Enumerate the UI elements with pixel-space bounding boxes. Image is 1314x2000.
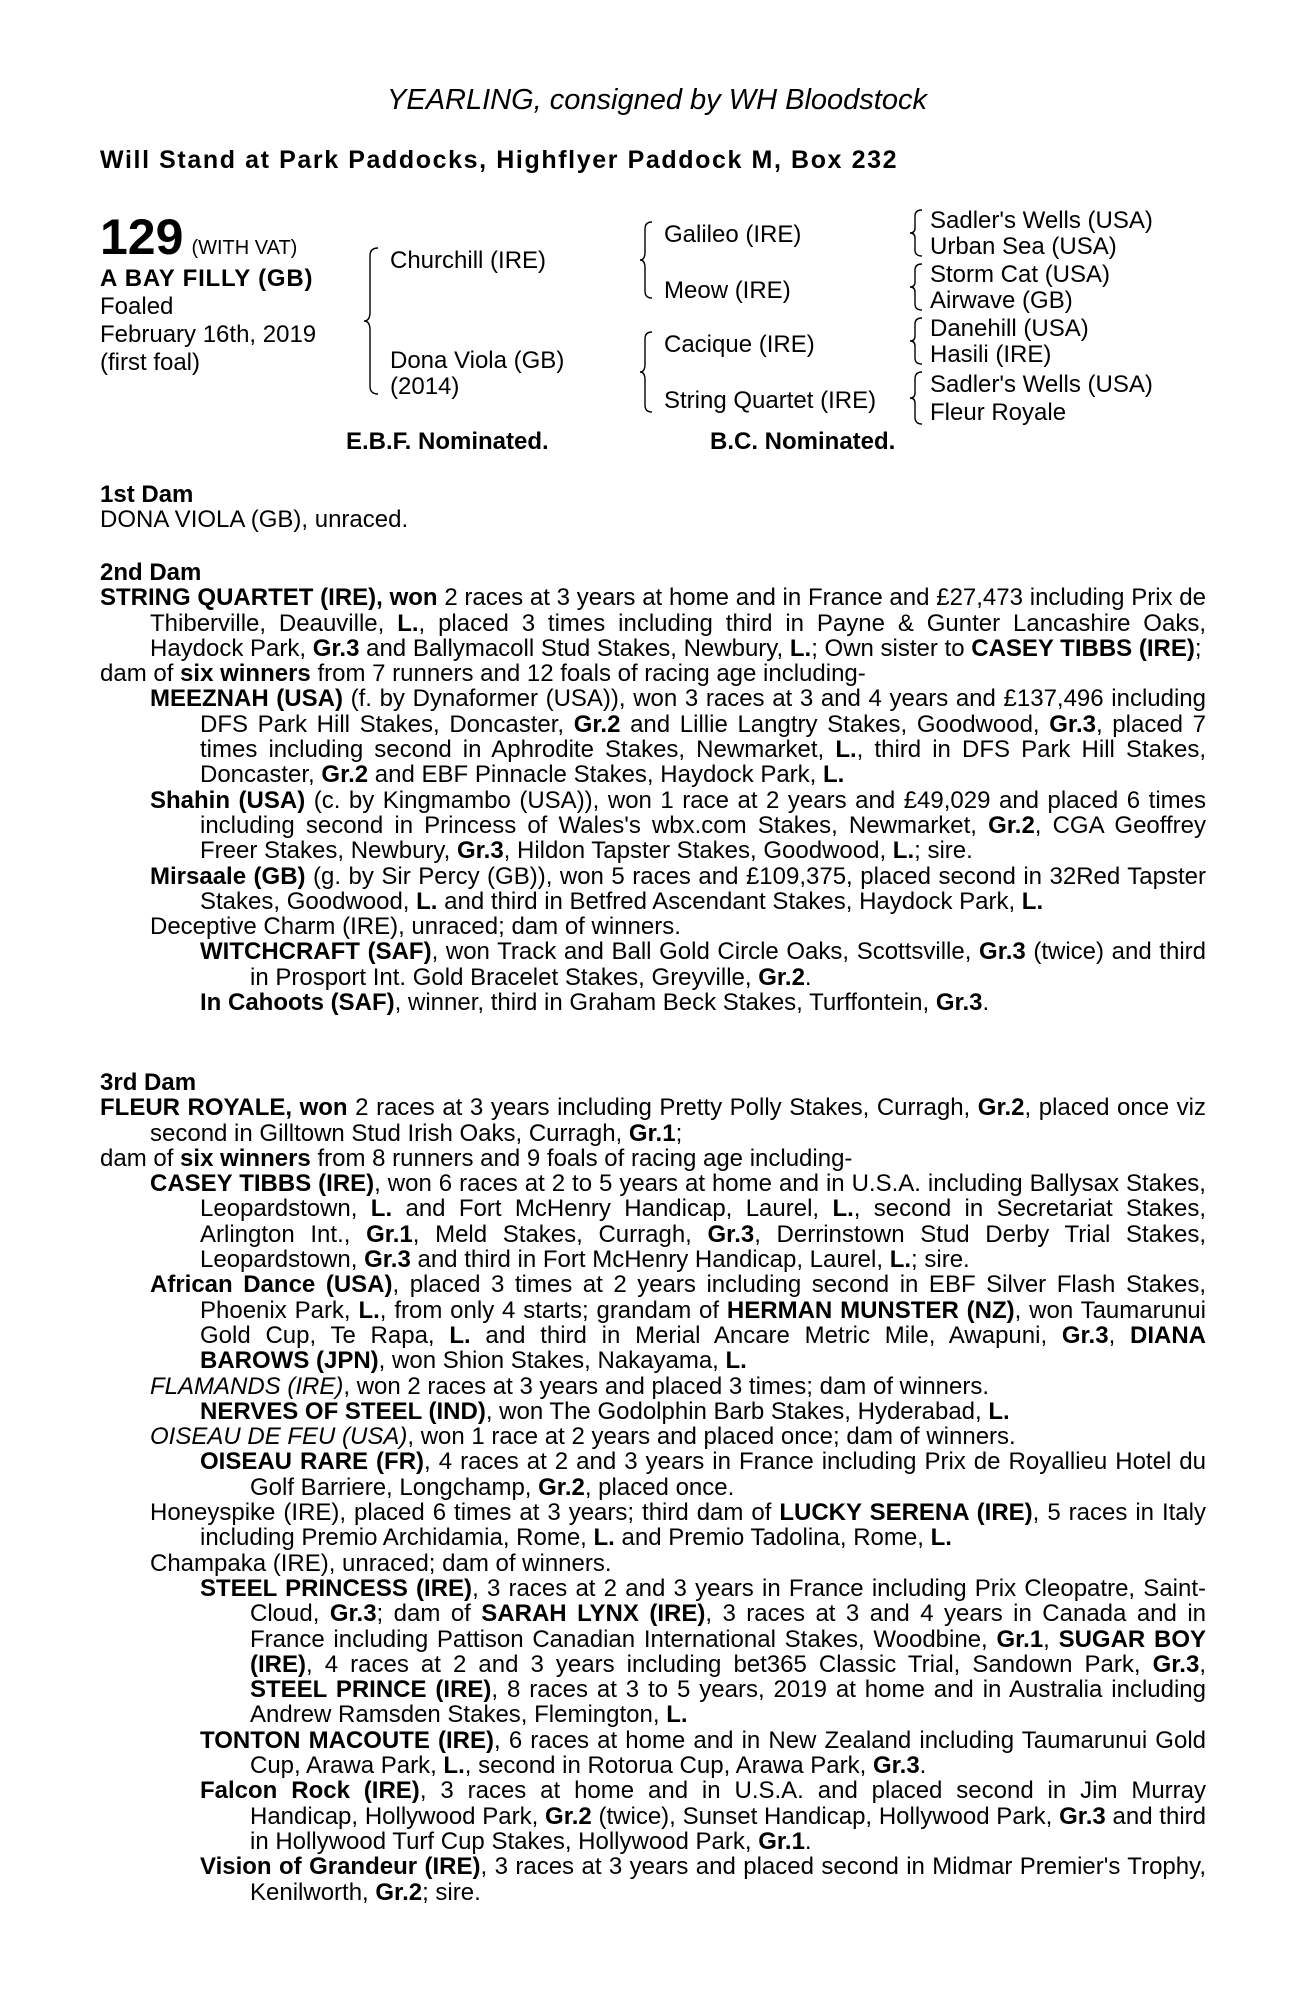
bc-nominated: B.C. Nominated. [710,428,896,455]
first-dam-section [100,482,1206,533]
grand-progeny-entry: TONTON MACOUTE (IRE), 6 races at home and in New Zealand including Taumarunui Gold Cup, Arawa Park, L., second in Rotorua Cup, Arawa Park, Gr.3. [200,1726,1207,1780]
dam-sire-name: Cacique (IRE) [664,331,815,358]
gen3-2: Urban Sea (USA) [930,233,1117,260]
second-dam-section [100,560,1206,1015]
gen3-3: Storm Cat (USA) [930,261,1111,288]
gen3-bracket-3 [910,316,926,366]
gen3-6: Hasili (IRE) [930,341,1052,368]
sire-dam-name: Meow (IRE) [664,277,791,304]
progeny-entry: Deceptive Charm (IRE), unraced; dam of winners. [150,913,681,941]
dam-of-line: dam of six winners from 7 runners and 12 foals of racing age including- [100,660,866,688]
dam-name: Dona Viola (GB) [390,347,565,374]
gen3-1: Sadler's Wells (USA) [930,207,1153,234]
second-dam-entry: STRING QUARTET (IRE), won 2 races at 3 years at home and in France and £27,473 including Prix de Thiberville, Deauville, L., placed 3 times including third in Payne & Gunter Lancashire Oaks, Haydock Park, Gr.3 and Ballymacoll Stud Stakes, Newbury, L.; Own sister to CASEY TIBBS (IRE); [100,584,1206,662]
sire-sire-name: Galileo (IRE) [664,221,802,248]
grand-progeny-entry: Falcon Rock (IRE), 3 races at home and in U.S.A. and placed second in Jim Murray Handicap, Hollywood Park, Gr.2 (twice), Sunset Handicap, Hollywood Park, Gr.3 and third in Hollywood Turf Cup Stakes, Hollywood Park, Gr.1. [200,1777,1207,1855]
grand-progeny-entry: WITCHCRAFT (SAF), won Track and Ball Gold Circle Oaks, Scottsville, Gr.3 (twice) and third in Prosport Int. Gold Bracelet Stakes, Greyville, Gr.2. [200,938,1206,991]
third-dam-entry: FLEUR ROYALE, won 2 races at 3 years including Pretty Polly Stakes, Curragh, Gr.2, placed once viz second in Gilltown Stud Irish Oaks, Curragh, Gr.1; [100,1094,1206,1147]
progeny-entry: Mirsaale (GB) (g. by Sir Percy (GB)), won 5 races and £109,375, placed second in 32Red Tapster Stakes, Goodwood, L. and third in Betfred Ascendant Stakes, Haydock Park, L. [150,862,1206,915]
ebf-nominated: E.B.F. Nominated. [346,428,549,455]
gen3-8: Fleur Royale [930,399,1067,426]
second-dam-heading: 2nd Dam [100,559,202,586]
foaled-date: February 16th, 2019 [100,321,317,348]
lot-description: A BAY FILLY (GB) [100,265,314,292]
first-dam-text: DONA VIOLA (GB), unraced. [100,506,409,534]
progeny-entry: FLAMANDS (IRE), won 2 races at 3 years and placed 3 times; dam of winners. [150,1372,990,1400]
grand-progeny-entry: In Cahoots (SAF), winner, third in Graham Beck Stakes, Turffontein, Gr.3. [200,989,990,1017]
grand-progeny-entry: Vision of Grandeur (IRE), 3 races at 3 years and placed second in Midmar Premier's Trophy, Kenilworth, Gr.2; sire. [200,1853,1207,1906]
progeny-entry: Shahin (USA) (c. by Kingmambo (USA)), won 1 race at 2 years and £49,029 and placed 6 times including second in Princess of Wales's wbx.com Stakes, Newmarket, Gr.2, CGA Geoffrey Freer Stakes, Newbury, Gr.3, Hildon Tapster Stakes, Goodwood, L.; sire. [150,786,1207,865]
grand-progeny-entry: STEEL PRINCESS (IRE), 3 races at 2 and 3 years in France including Prix Cleopatre, Saint-Cloud, Gr.3; dam of SARAH LYNX (IRE), 3 races at 3 and 4 years in Canada and in France including Pattison Canadian International Stakes, Woodbine, Gr.1, SUGAR BOY (IRE), 4 races at 2 and 3 years including bet365 Classic Trial, Sandown Park, Gr.3, STEEL PRINCE (IRE), 8 races at 3 to 5 years, 2019 at home and in Australia including Andrew Ramsden Stakes, Flemington, L. [200,1574,1207,1729]
consignment-line: YEARLING, consigned by WH Bloodstock [387,84,927,116]
progeny-entry: OISEAU DE FEU (USA), won 1 race at 2 years and placed once; dam of winners. [150,1423,1016,1451]
lot-header [100,208,297,266]
lot-number: 129 [100,209,184,265]
gen3-4: Airwave (GB) [930,287,1073,314]
sire-dam-bracket [364,246,384,396]
third-dam-section [100,1070,1206,1905]
progeny-entry: African Dance (USA), placed 3 times at 2 years including second in EBF Silver Flash Stakes, Phoenix Park, L., from only 4 starts; grandam of HERMAN MUNSTER (NZ), won Taumarunui Gold Cup, Te Rapa, L. and third in Merial Ancare Metric Mile, Awapuni, Gr.3, DIANA BAROWS (JPN), won Shion Stakes, Nakayama, L. [150,1271,1206,1375]
gen3-bracket-2 [910,262,926,312]
grand-progeny-entry: NERVES OF STEEL (IND), won The Godolphin Barb Stakes, Hyderabad, L. [200,1397,1010,1425]
dam-line-bracket [640,330,658,414]
lot-note: (first foal) [100,349,201,376]
lot-info [100,265,316,377]
dam-of-line: dam of six winners from 8 runners and 9 foals of racing age including- [100,1144,853,1172]
dam-name: STRING QUARTET (IRE), won [100,584,438,612]
foaled-label: Foaled [100,293,174,320]
gen3-bracket-4 [910,370,926,426]
dam-year: (2014) [390,373,460,400]
dam-dam-name: String Quartet (IRE) [664,387,877,414]
sire-line-bracket [640,220,658,300]
first-dam-heading: 1st Dam [100,481,194,508]
grand-progeny-entry: OISEAU RARE (FR), 4 races at 2 and 3 years in France including Prix de Royallieu Hotel du Golf Barriere, Longchamp, Gr.2, placed once. [200,1448,1206,1501]
gen3-bracket-1 [910,208,926,258]
progeny-entry: MEEZNAH (USA) (f. by Dynaformer (USA)), won 3 races at 3 and 4 years and £137,496 including DFS Park Hill Stakes, Doncaster, Gr.2 and Lillie Langtry Stakes, Goodwood, Gr.3, placed 7 times including second in Aphrodite Stakes, Newmarket, L., third in DFS Park Hill Stakes, Doncaster, Gr.2 and EBF Pinnacle Stakes, Haydock Park, L. [150,685,1207,789]
progeny-entry: Honeyspike (IRE), placed 6 times at 3 years; third dam of LUCKY SERENA (IRE), 5 races in Italy including Premio Archidamia, Rome, L. and Premio Tadolina, Rome, L. [150,1499,1206,1552]
gen3-5: Danehill (USA) [930,315,1089,342]
progeny-entry: Champaka (IRE), unraced; dam of winners. [150,1549,612,1577]
third-dam-heading: 3rd Dam [100,1069,197,1096]
gen3-7: Sadler's Wells (USA) [930,371,1153,398]
progeny-entry: CASEY TIBBS (IRE), won 6 races at 2 to 5 years at home and in U.S.A. including Ballysax Stakes, Leopardstown, L. and Fort McHenry Handicap, Laurel, L., second in Secretariat Stakes, Arlington Int., Gr.1, Meld Stakes, Curragh, Gr.3, Derrinstown Stud Derby Trial Stakes, Leopardstown, Gr.3 and third in Fort McHenry Handicap, Laurel, L.; sire. [150,1170,1207,1274]
vat-note: (WITH VAT) [191,237,298,259]
sire-name: Churchill (IRE) [390,247,547,274]
stand-location: Will Stand at Park Paddocks, Highflyer Paddock M, Box 232 [100,146,899,174]
